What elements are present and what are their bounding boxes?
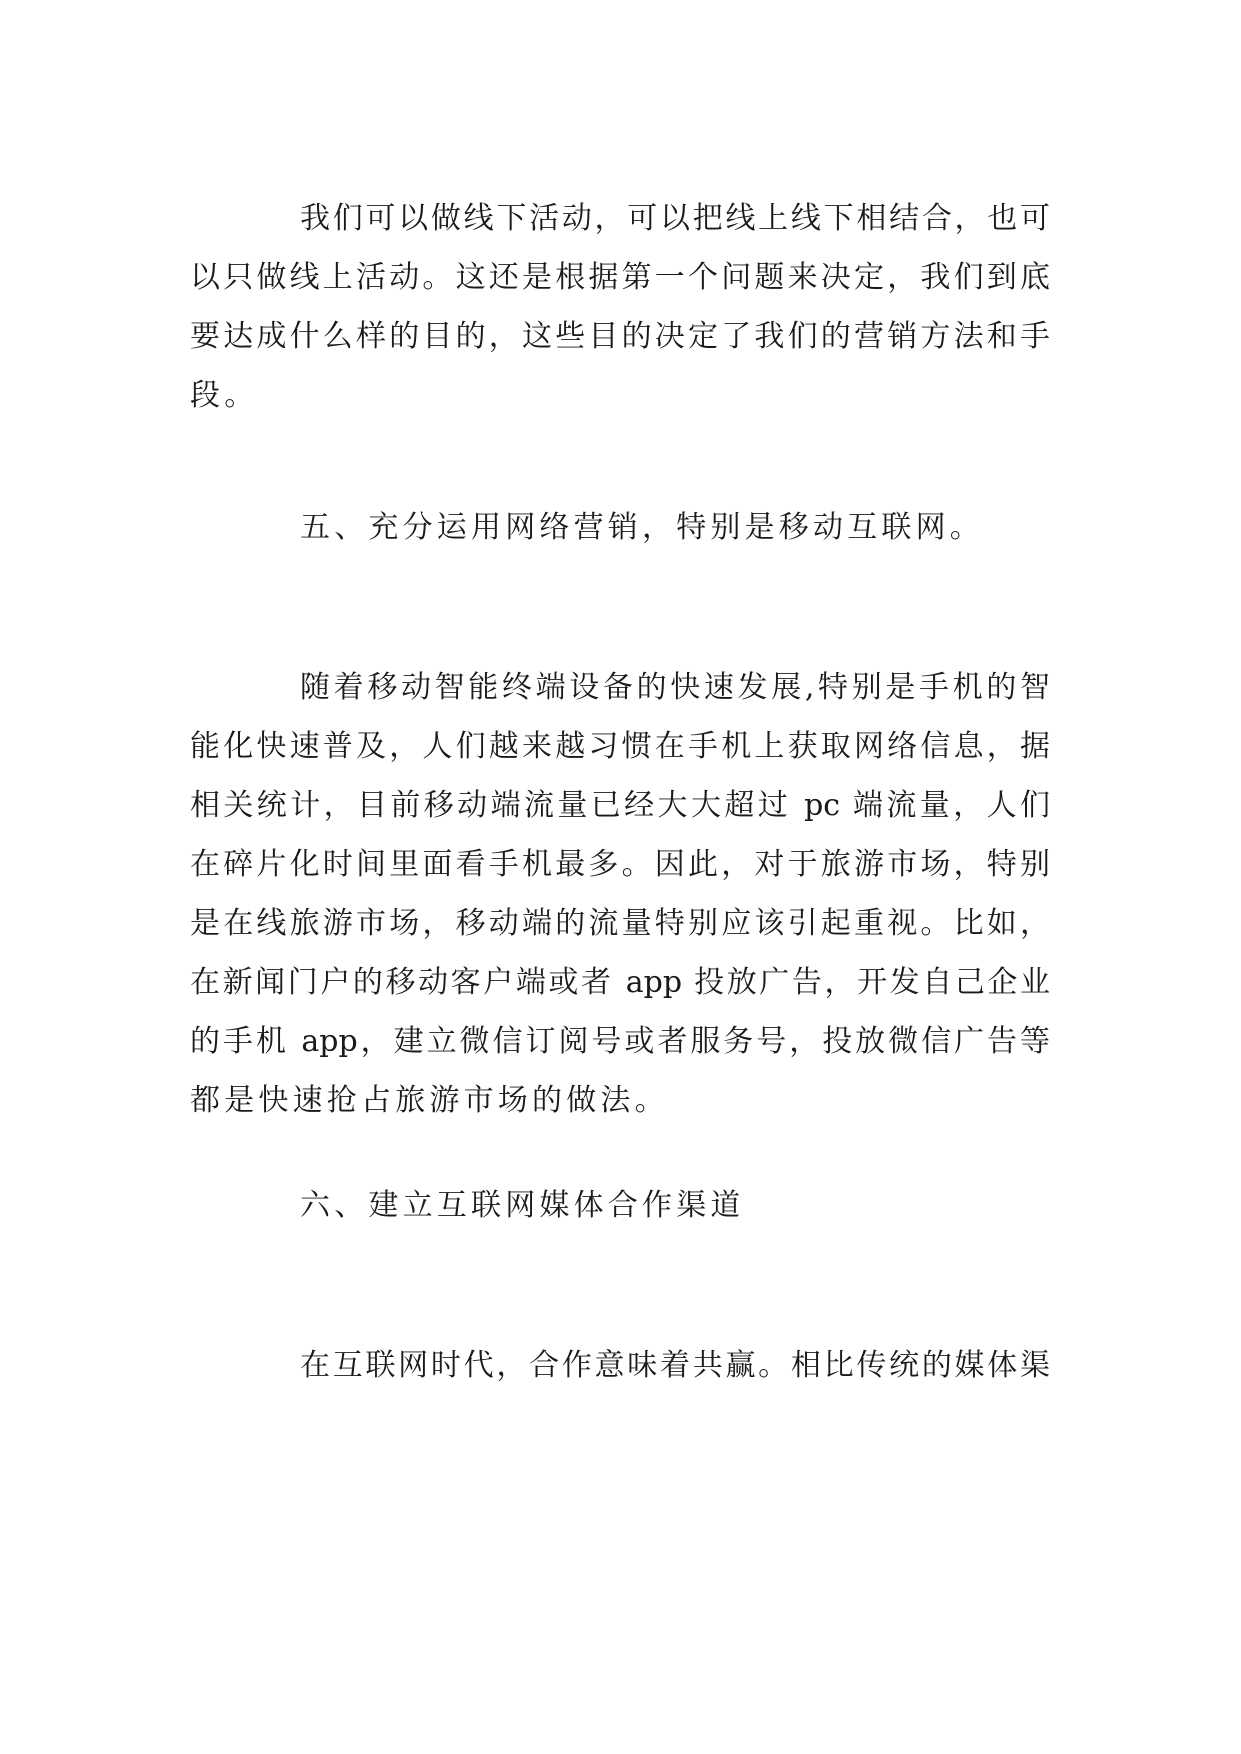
paragraph-line: 以只做线上活动。这还是根据第一个问题来决定，我们到底 — [190, 260, 1050, 295]
heading-text: 五、充分运用网络营销，特别是移动互联网。 — [300, 510, 984, 545]
paragraph-line: 随着移动智能终端设备的快速发展,特别是手机的智 — [300, 670, 1050, 705]
paragraph-line: 在新闻门户的移动客户端或者 app 投放广告，开发自己企业 — [190, 965, 1050, 1000]
paragraph-line: 都是快速抢占旅游市场的做法。 — [190, 1083, 669, 1118]
paragraph-line: 的手机 app，建立微信订阅号或者服务号，投放微信广告等 — [190, 1024, 1050, 1059]
paragraph-line: 段。 — [190, 378, 259, 413]
paragraph-line: 在碎片化时间里面看手机最多。因此，对于旅游市场，特别 — [190, 847, 1050, 882]
paragraph-line: 是在线旅游市场，移动端的流量特别应该引起重视。比如， — [190, 906, 1050, 941]
paragraph-line: 我们可以做线下活动，可以把线上线下相结合，也可 — [300, 201, 1050, 236]
heading-text: 六、建立互联网媒体合作渠道 — [300, 1188, 745, 1223]
section-heading-6 — [190, 1176, 1050, 1235]
paragraph-line: 要达成什么样的目的，这些目的决定了我们的营销方法和手 — [190, 319, 1050, 354]
paragraph-line: 相关统计，目前移动端流量已经大大超过 pc 端流量，人们 — [190, 788, 1050, 823]
paragraph-1 — [190, 189, 1050, 425]
paragraph-2 — [190, 658, 1050, 1130]
paragraph-3 — [190, 1336, 1050, 1395]
paragraph-line: 能化快速普及，人们越来越习惯在手机上获取网络信息，据 — [190, 729, 1050, 764]
paragraph-line: 在互联网时代，合作意味着共赢。相比传统的媒体渠 — [300, 1348, 1050, 1383]
section-heading-5 — [190, 498, 1050, 557]
